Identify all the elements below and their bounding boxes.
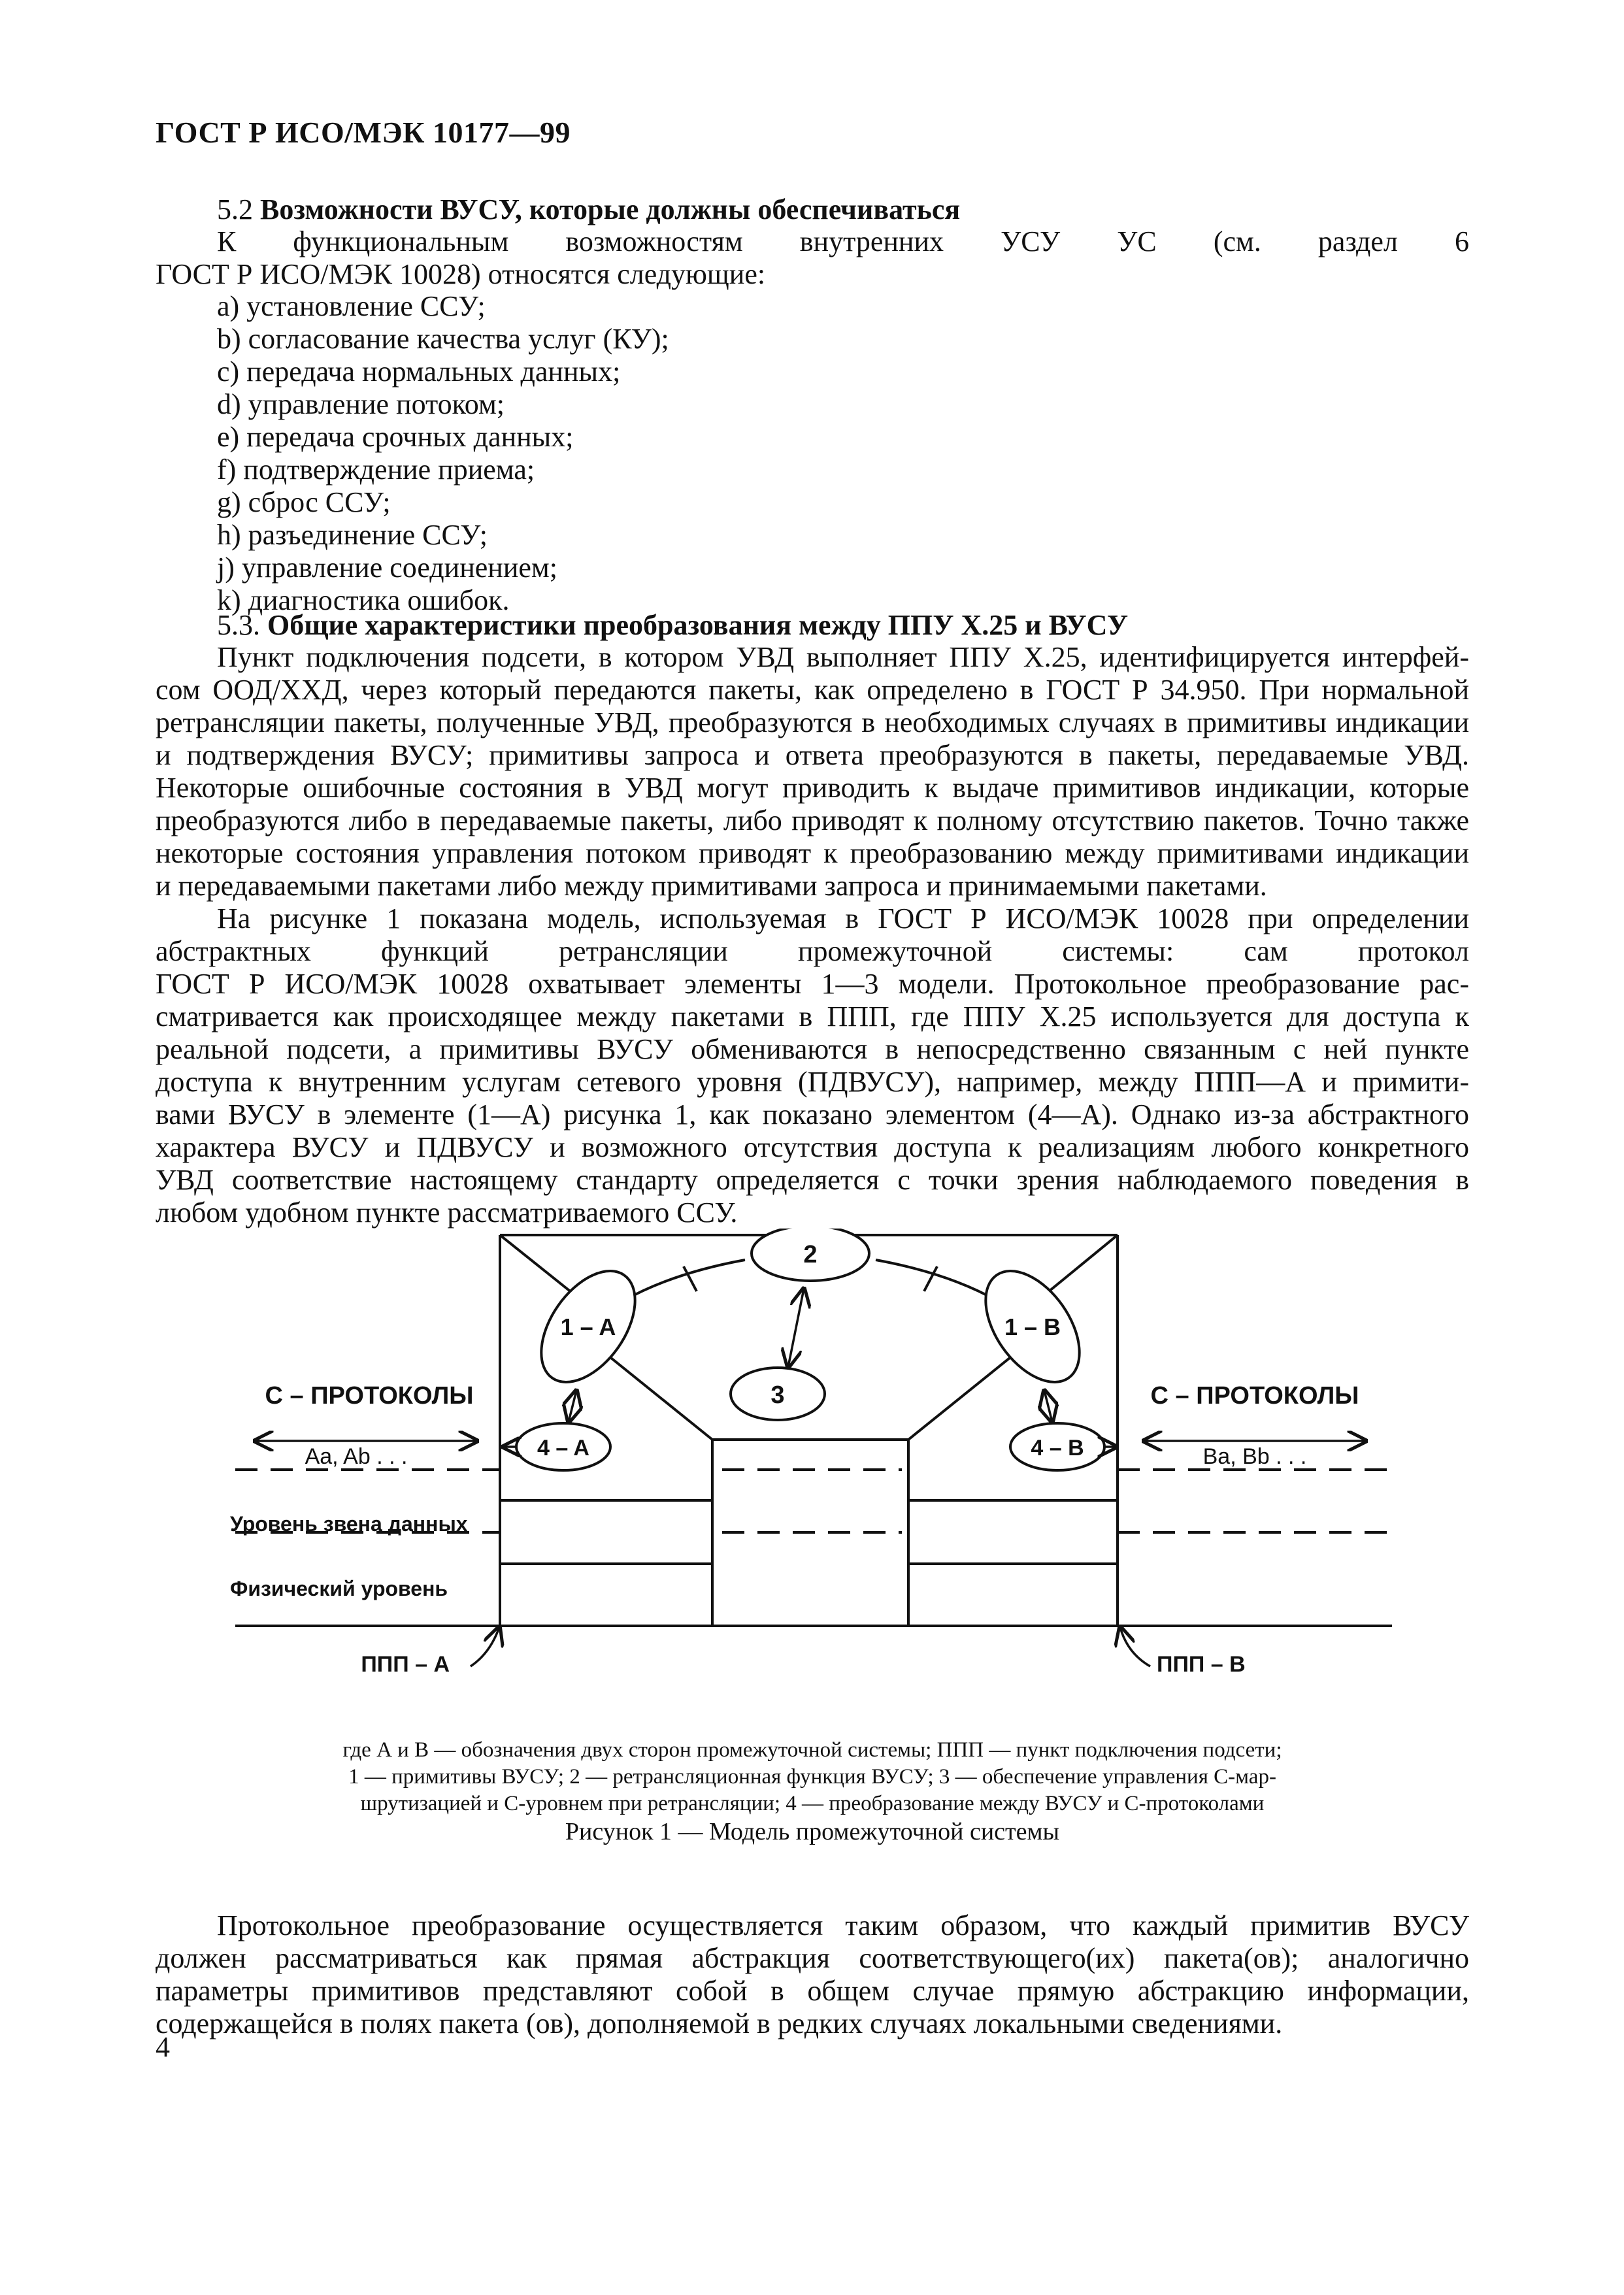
text-line: ГОСТ Р ИСО/МЭК 10028) относятся следующие: — [156, 258, 766, 290]
legend-line: 1 — примитивы ВУСУ; 2 — ретрансляционная функция ВУСУ; 3 — обеспечение управления С-мар- — [348, 1765, 1276, 1789]
text-line: абстрактных функций ретрансляции промежуточной системы: сам протокол — [156, 935, 1469, 967]
capability-list — [156, 290, 1469, 617]
figure-title: Рисунок 1 — Модель промежуточной системы — [565, 1818, 1060, 1845]
list-item: j) управление соединением; — [217, 552, 557, 584]
node-1a-label: 1 – A — [560, 1313, 616, 1340]
list-item: a) установление ССУ; — [217, 290, 486, 322]
ppp-a-label: ППП – А — [361, 1652, 450, 1677]
arrow-4b-1b — [1044, 1391, 1052, 1422]
text-line: преобразуются либо в передаваемые пакеты, либо приводят к полному отсутствию пакетов. Точно также — [156, 804, 1469, 836]
text-line: На рисунке 1 показана модель, используемая в ГОСТ Р ИСО/МЭК 10028 при определении — [217, 902, 1469, 934]
text-line: Пункт подключения подсети, в котором УВД выполняет ППУ X.25, идентифицируется интерфей- — [217, 641, 1469, 673]
page-number: 4 — [156, 2031, 170, 2063]
text-line: ГОСТ Р ИСО/МЭК 10028 охватывает элементы 1—3 модели. Протокольное преобразование рас- — [156, 968, 1469, 1000]
text-line: реальной подсети, а примитивы ВУСУ обмениваются в непосредственно связанным с ней пункте — [156, 1033, 1469, 1065]
arc-tick — [684, 1266, 697, 1291]
section-title: Общие характеристики преобразования между ППУ X.25 и ВУСУ — [267, 609, 1129, 641]
paragraph-1 — [156, 641, 1469, 902]
list-item: g) сброс ССУ; — [217, 486, 391, 518]
node-3-label: 3 — [771, 1381, 785, 1409]
text-line: сматривается как происходящее между пакетами в ППП, где ППУ X.25 используется для доступа к — [156, 1000, 1469, 1032]
figure-legend — [156, 1737, 1469, 1817]
arrow-2-3 — [788, 1289, 804, 1367]
list-item: b) согласование качества услуг (КУ); — [217, 323, 669, 355]
section-5-2-intro — [156, 225, 1469, 291]
section-number: 5.2 — [217, 193, 253, 225]
left-protocols-items: Aa, Ab . . . — [305, 1444, 408, 1469]
data-link-level-label: Уровень звена данных — [230, 1512, 468, 1536]
arc-tick — [924, 1266, 937, 1291]
node-2-label: 2 — [803, 1241, 818, 1268]
node-4a-label: 4 – A — [537, 1436, 590, 1461]
text-line: сом ООД/ХХД, через который передаются пакеты, как определено в ГОСТ Р 34.950. При нормальной — [156, 674, 1469, 706]
diagonal-left — [605, 1353, 712, 1440]
text-line: некоторые состояния управления потоком приводят к преобразованию между примитивами индикации — [156, 837, 1469, 869]
legend-line: шрутизацией и С-уровнем при ретрансляции; 4 — преобразование между ВУСУ и С-протоколами — [360, 1792, 1265, 1815]
final-paragraph — [156, 1909, 1469, 2040]
text-line: УВД соответствие настоящему стандарту определяется с точки зрения наблюдаемого поведения в — [156, 1164, 1469, 1196]
text-line: параметры примитивов представляют собой в общем случае прямую абстракцию информации, — [156, 1975, 1469, 2007]
list-item: k) диагностика ошибок. — [217, 584, 510, 616]
physical-level-label: Физический уровень — [230, 1577, 448, 1600]
list-item: h) разъединение ССУ; — [217, 519, 488, 551]
document-header: ГОСТ Р ИСО/МЭК 10177—99 — [156, 116, 571, 149]
text-line: Некоторые ошибочные состояния в УВД могут приводить к выдаче примитивов индикации, которые — [156, 772, 1469, 804]
list-item: e) передача срочных данных; — [217, 421, 574, 453]
left-protocols-label: С – ПРОТОКОЛЫ — [265, 1382, 474, 1410]
node-1b-label: 1 – B — [1004, 1313, 1061, 1340]
section-5-2-heading — [156, 193, 1531, 226]
section-number: 5.3. — [217, 609, 260, 641]
text-line: вами ВУСУ в элементе (1—А) рисунка 1, как показано элементом (4—А). Однако из-за абстрактного — [156, 1098, 1469, 1131]
text-line: характера ВУСУ и ПДВУСУ и возможного отсутствия доступа к реализациям любого конкретного — [156, 1131, 1469, 1163]
right-protocols-label: С – ПРОТОКОЛЫ — [1150, 1382, 1359, 1410]
right-protocols-items: Ba, Bb . . . — [1202, 1444, 1307, 1469]
list-item: f) подтверждение приема; — [217, 454, 535, 486]
text-line: и подтверждения ВУСУ; примитивы запроса и ответа преобразуются в пакеты, передаваемые УВД. — [156, 739, 1469, 771]
legend-line: где А и В — обозначения двух сторон промежуточной системы; ППП — пункт подключения подсети; — [342, 1738, 1282, 1762]
text-line: доступа к внутренним услугам сетевого уровня (ПДВУСУ), например, между ППП—А и примити- — [156, 1066, 1469, 1098]
paragraph-2 — [156, 902, 1469, 1229]
text-line: любом удобном пункте рассматриваемого ССУ. — [156, 1197, 738, 1229]
text-line: и передаваемыми пакетами либо между примитивами запроса и принимаемыми пакетами. — [156, 870, 1267, 902]
ppp-a-pointer — [471, 1627, 499, 1666]
text-line: Протокольное преобразование осуществляется таким образом, что каждый примитив ВУСУ — [217, 1909, 1469, 1941]
text-line: содержащейся в полях пакета (ов), дополняемой в редких случаях локальными сведениями. — [156, 2007, 1283, 2039]
diagonal-right — [908, 1353, 1016, 1440]
ppp-b-label: ППП – В — [1157, 1652, 1246, 1677]
text-line: ретрансляции пакеты, полученные УВД, преобразуются в необходимых случаях в примитивы индикации — [156, 706, 1469, 738]
list-item: c) передача нормальных данных; — [217, 355, 621, 388]
section-5-3-heading — [156, 609, 1531, 642]
ppp-b-pointer — [1120, 1627, 1150, 1666]
node-4b-label: 4 – B — [1031, 1436, 1084, 1461]
text-line: должен рассматриваться как прямая абстракция соответствующего(их) пакета(ов); аналогично — [156, 1942, 1469, 1974]
section-title: Возможности ВУСУ, которые должны обеспечиваться — [260, 193, 961, 225]
text-line: К функциональным возможностям внутренних УСУ УС (см. раздел 6 — [217, 225, 1469, 257]
intermediate-system-model-diagram — [216, 1229, 1418, 1699]
list-item: d) управление потоком; — [217, 388, 505, 420]
arrow-4a-1a — [569, 1391, 576, 1422]
